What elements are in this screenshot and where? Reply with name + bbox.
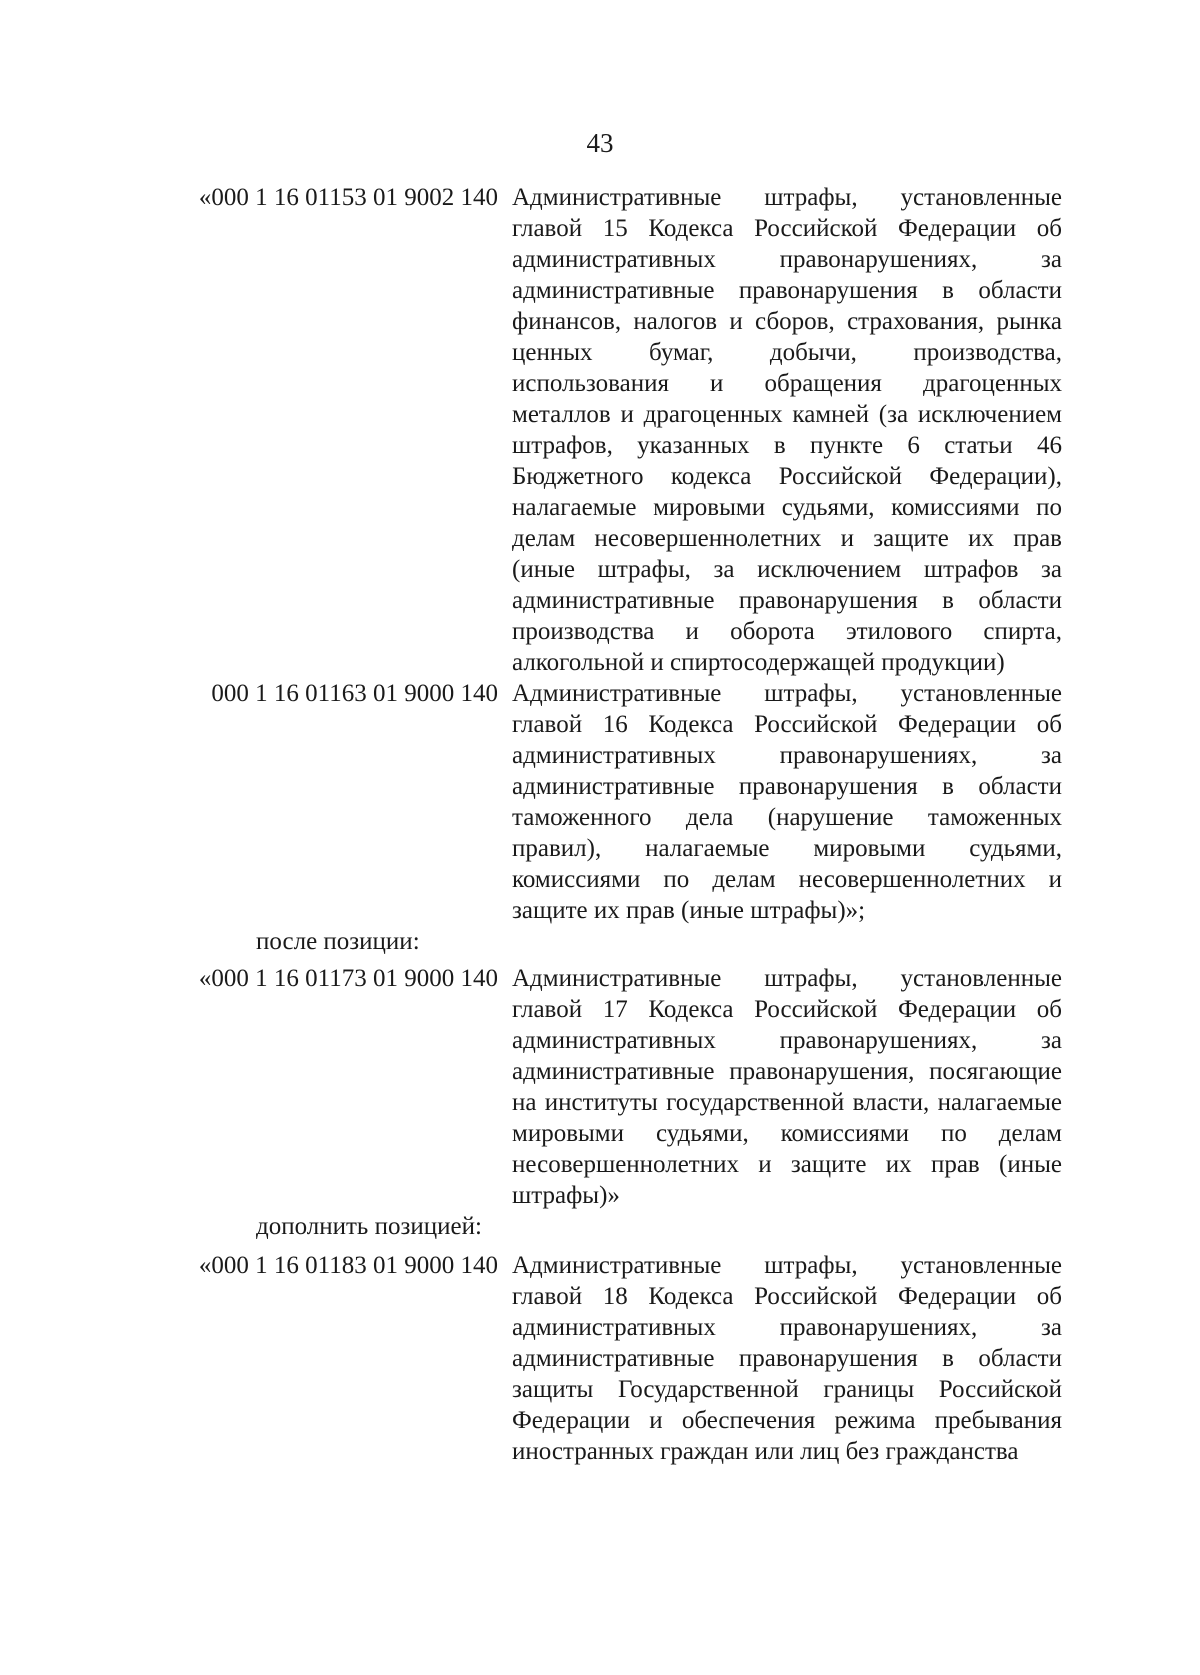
budget-code-row <box>0 1250 1200 1467</box>
page-number: 43 <box>586 128 614 158</box>
budget-classification-code: «000 1 16 01183 01 9000 140 <box>198 1252 498 1279</box>
budget-classification-code: 000 1 16 01163 01 9000 140 <box>211 680 498 707</box>
budget-code-description: Административные штрафы, установленные главой 18 Кодекса Российской Федерации об административных правонарушениях, за административные правонарушения в области защиты Государственной границы Российской Федерации и обеспечения режима пребывания иностранных граждан или лиц без гражданства <box>512 1252 1062 1465</box>
budget-code-description: Административные штрафы, установленные главой 16 Кодекса Российской Федерации об административных правонарушениях, за административные правонарушения в области таможенного дела (нарушение таможенных правил), налагаемые мировыми судьями, комиссиями по делам несовершеннолетних и защите их прав (иные штрафы)»; <box>512 680 1062 924</box>
budget-classification-code: «000 1 16 01153 01 9002 140 <box>198 184 498 211</box>
budget-code-row <box>0 678 1200 926</box>
budget-code-row <box>0 182 1200 678</box>
budget-code-row <box>0 963 1200 1211</box>
budget-classification-code: «000 1 16 01173 01 9000 140 <box>198 965 498 992</box>
budget-code-description: Административные штрафы, установленные главой 15 Кодекса Российской Федерации об административных правонарушениях, за административные правонарушения в области финансов, налогов и сборов, страхования, рынка ценных бумаг, добычи, производства, использования и обращения драгоценных металлов и драгоценных камней (за исключением штрафов, указанных в пункте 6 статьи 46 Бюджетного кодекса Российской Федерации), налагаемые мировыми судьями, комиссиями по делам несовершеннолетних и защите их прав (иные штрафы, за исключением штрафов за административные правонарушения в области производства и оборота этилового спирта, алкогольной и спиртосодержащей продукции) <box>512 184 1062 676</box>
instruction-add-position: дополнить позицией: <box>256 1213 482 1240</box>
budget-code-description: Административные штрафы, установленные главой 17 Кодекса Российской Федерации об административных правонарушениях, за административные правонарушения, посягающие на институты государственной власти, налагаемые мировыми судьями, комиссиями по делам несовершеннолетних и защите их прав (иные штрафы)» <box>512 965 1062 1209</box>
document-body <box>0 182 1200 1467</box>
instruction-after-position: после позиции: <box>256 928 420 955</box>
